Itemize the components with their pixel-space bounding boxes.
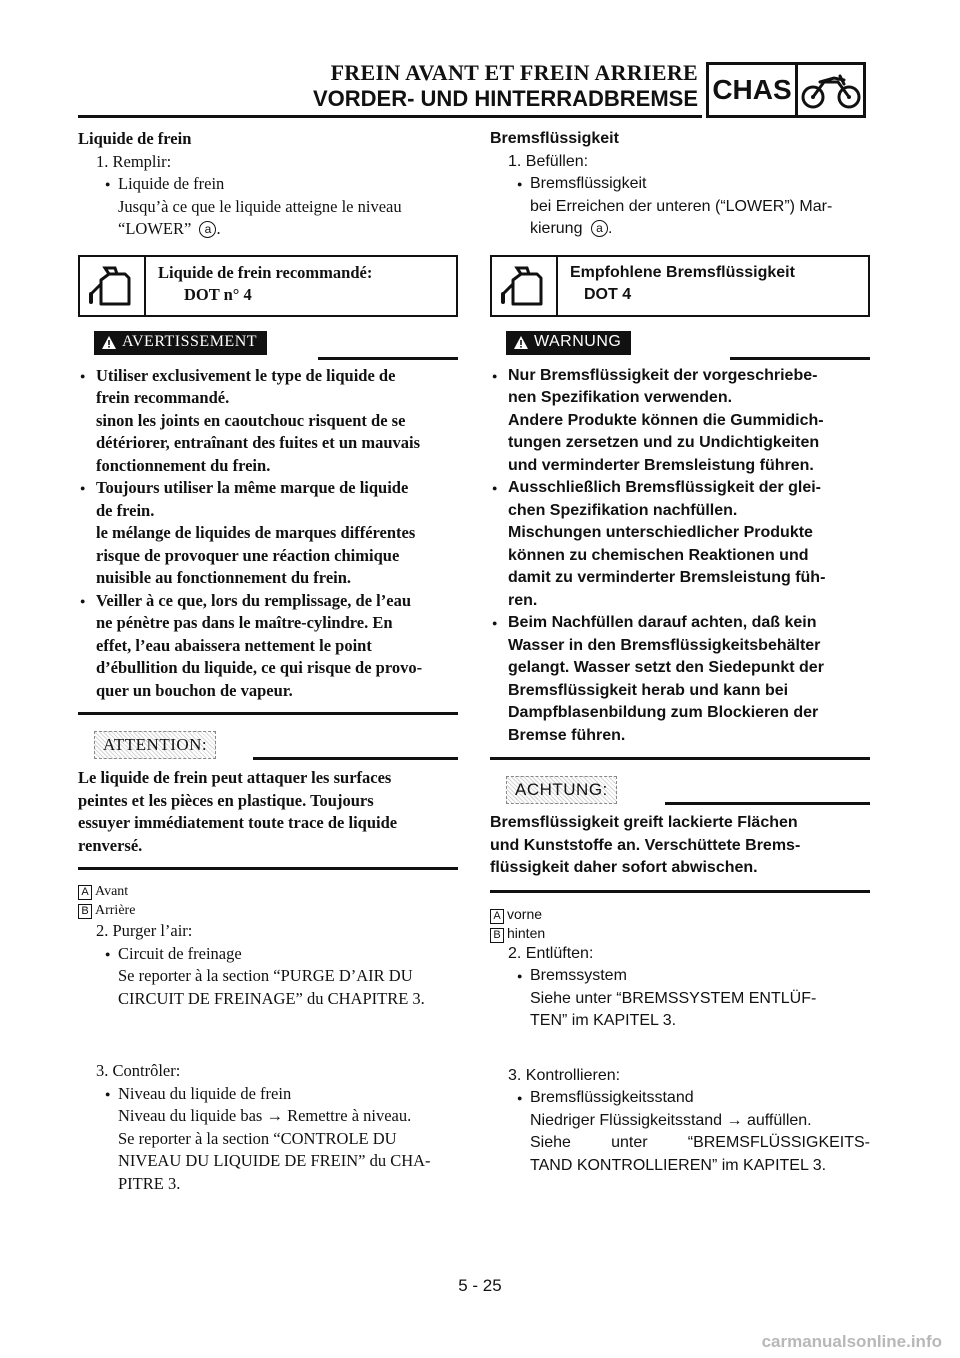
warning-fr-2-line-2: de frein. <box>96 500 155 520</box>
warning-fr-3-line-5: quer un bouchon de vapeur. <box>96 680 293 700</box>
legend-fr <box>78 882 458 920</box>
step2-desc2-fr: CIRCUIT DE FREINAGE” du CHAPITRE 3. <box>118 988 425 1008</box>
warning-de-2-line-6: ren. <box>508 591 538 609</box>
spec-label-de: Empfohlene Bremsflüssigkeit <box>570 263 795 281</box>
attention-de-line-1: Bremsflüssigkeit greift lackierte Flächen <box>490 814 798 831</box>
section-code: CHAS <box>709 65 798 115</box>
warning-triangle-icon <box>514 336 528 349</box>
header-rule <box>78 115 702 118</box>
marker-a: a <box>591 220 608 237</box>
step3-desc1-de: Niedriger Flüssigkeitsstand → auffüllen. <box>530 1111 812 1129</box>
step1-desc-fr: Jusqu’à ce que le liquide atteigne le niveau <box>118 196 402 216</box>
warning-de-3-line-3: gelangt. Wasser setzt den Siedepunkt der <box>508 659 824 676</box>
step3-fr: 3. Contrôler: <box>96 1061 181 1080</box>
oil-can-icon <box>80 257 146 315</box>
column-german <box>490 128 870 1177</box>
marker-a: a <box>199 221 216 238</box>
warning-fr-1-line-3: sinon les joints en caoutchouc risquent de se <box>96 410 406 430</box>
attention-header-de <box>490 772 870 808</box>
warning-triangle-icon <box>102 336 116 349</box>
header-title-de: VORDER- UND HINTERRADBREMSE <box>312 86 698 111</box>
warning-body-fr <box>78 365 458 703</box>
warning-de-1-line-5: und verminderter Bremsleistung führen. <box>508 456 814 474</box>
attention-fr-line-1: Le liquide de frein peut attaquer les surfaces <box>78 768 392 787</box>
step2-item-fr: ● Circuit de freinage <box>78 943 458 966</box>
step3-desc2-de: Siehe unter “BREMSFLÜSSIGKEITS- <box>530 1134 870 1151</box>
attention-body-fr <box>78 767 458 857</box>
motorcycle-icon <box>798 65 863 115</box>
column-french <box>78 128 458 1195</box>
warning-fr-3-line-1: ● Veiller à ce que, lors du remplissage, de l’eau <box>78 590 458 613</box>
attention-rule-de <box>665 802 870 805</box>
warning-fr-3-line-4: d’ébullition du liquide, ce qui risque de provo- <box>96 658 423 677</box>
step3-desc3-de: TAND KONTROLLIEREN” im KAPITEL 3. <box>530 1156 827 1174</box>
warning-fr-2-line-3: le mélange de liquides de marques différentes <box>96 523 416 542</box>
warning-de-1-line-1: ● Nur Bremsflüssigkeit der vorgeschriebe- <box>490 365 870 388</box>
attention-label-fr: ATTENTION: <box>94 731 216 759</box>
warning-rule-de <box>730 357 870 360</box>
step3-desc3-fr: NIVEAU DU LIQUIDE DE FREIN” du CHA- <box>118 1151 431 1170</box>
step3-item-fr: ● Niveau du liquide de frein <box>78 1083 458 1106</box>
watermark: carmanualsonline.info <box>761 1332 942 1351</box>
warning-fr-1-line-4: détériorer, entraînant des fuites et un mauvais <box>96 433 421 452</box>
step1-fr: 1. Remplir: <box>96 151 172 171</box>
legend-item-front-de: A vorne <box>490 905 870 924</box>
attention-fr-line-2: peintes et les pièces en plastique. Toujours <box>78 790 374 810</box>
spec-value-fr: DOT n° 4 <box>184 285 252 304</box>
step2-fr: 2. Purger l’air: <box>96 921 193 940</box>
attention-label-de: ACHTUNG: <box>506 776 617 804</box>
legend-item-rear-fr: B Arrière <box>78 901 458 920</box>
spec-label-fr: Liquide de frein recommandé: <box>158 262 373 282</box>
warning-header-de <box>490 331 870 361</box>
spec-box-de <box>490 255 870 317</box>
warning-header-fr <box>78 331 458 361</box>
warning-de-3-line-5: Dampfblasenbildung zum Blockieren der <box>508 704 819 721</box>
legend-item-front-fr: A Avant <box>78 882 458 901</box>
legend-de <box>490 905 870 943</box>
step1-desc2-de: kierung a . <box>530 220 613 237</box>
warning-de-3-line-6: Bremse führen. <box>508 726 626 744</box>
spec-box-fr <box>78 255 458 317</box>
spec-text-de <box>570 262 795 307</box>
oil-can-icon <box>492 257 558 315</box>
attention-de-line-3: flüssigkeit daher sofort abwischen. <box>490 859 758 876</box>
warning-label-de: WARNUNG <box>506 331 631 355</box>
attention-fr-line-4: renversé. <box>78 835 143 855</box>
warning-de-2-line-5: damit zu verminderter Bremsleistung füh- <box>508 569 826 586</box>
warning-de-2-line-1: ● Ausschließlich Bremsflüssigkeit der glei- <box>490 477 870 500</box>
step1-item-fr: ● Liquide de frein <box>78 173 458 196</box>
step3-desc1-fr: Niveau du liquide bas → Remettre à niveau. <box>118 1106 412 1125</box>
step1-item-de: ● Bremsflüssigkeit <box>490 173 870 196</box>
warning-rule-fr <box>318 357 458 360</box>
step1-desc2-fr: “LOWER” a . <box>118 219 221 238</box>
warning-de-3-line-4: Bremsflüssigkeit herab und kann bei <box>508 681 789 699</box>
warning-de-1-line-2: nen Spezifikation verwenden. <box>508 389 733 406</box>
step1-desc-de: bei Erreichen der unteren (“LOWER”) Mar- <box>530 197 833 215</box>
step2-desc1-fr: Se reporter à la section “PURGE D’AIR DU <box>118 966 413 985</box>
section-badge <box>706 62 866 118</box>
warning-de-3-line-2: Wasser in den Bremsflüssigkeitsbehälter <box>508 636 821 654</box>
step3-item-de: ● Bremsflüssigkeitsstand <box>490 1087 870 1110</box>
legend-item-rear-de: B hinten <box>490 924 870 943</box>
step2-desc2-de: TEN” im KAPITEL 3. <box>530 1012 677 1029</box>
step3-desc2-fr: Se reporter à la section “CONTROLE DU <box>118 1128 397 1148</box>
warning-de-2-line-3: Mischungen unterschiedlicher Produkte <box>508 524 813 541</box>
warning-fr-1-line-1: ● Utiliser exclusivement le type de liquide de <box>78 365 458 388</box>
warning-body-de <box>490 365 870 748</box>
warning-label-fr: AVERTISSEMENT <box>94 331 267 355</box>
step3-desc4-fr: PITRE 3. <box>118 1173 181 1193</box>
step1-de: 1. Befüllen: <box>508 152 589 170</box>
attention-header-fr <box>78 727 458 763</box>
warning-fr-1-line-2: frein recommandé. <box>96 388 230 407</box>
header-title-fr: FREIN AVANT ET FREIN ARRIERE <box>330 60 698 85</box>
warning-de-2-line-2: chen Spezifikation nachfüllen. <box>508 501 738 519</box>
page-number: 5 - 25 <box>458 1276 502 1295</box>
warning-fr-2-line-4: risque de provoquer une réaction chimique <box>96 545 400 565</box>
warning-fr-1-line-5: fonctionnement du frein. <box>96 455 271 475</box>
step2-item-de: ● Bremssystem <box>490 965 870 988</box>
step2-de: 2. Entlüften: <box>508 944 594 962</box>
warning-fr-3-line-2: ne pénètre pas dans le maître-cylindre. En <box>96 613 393 632</box>
attention-rule-fr <box>253 757 458 760</box>
attention-fr-line-3: essuyer immédiatement toute trace de liquide <box>78 813 398 832</box>
warning-fr-3-line-3: effet, l’eau abaissera nettement le point <box>96 635 372 655</box>
spec-value-de: DOT 4 <box>584 286 632 303</box>
step3-de: 3. Kontrollieren: <box>508 1066 621 1084</box>
warning-de-3-line-1: ● Beim Nachfüllen darauf achten, daß kein <box>490 612 870 635</box>
warning-fr-2-line-1: ● Toujours utiliser la même marque de liquide <box>78 477 458 500</box>
attention-de-line-2: und Kunststoffe an. Verschüttete Brems- <box>490 836 801 854</box>
spec-text-fr <box>158 262 372 307</box>
warning-de-2-line-4: können zu chemischen Reaktionen und <box>508 546 809 564</box>
heading-de: Bremsflüssigkeit <box>490 130 619 147</box>
warning-de-1-line-3: Andere Produkte können die Gummidich- <box>508 411 824 429</box>
step2-desc1-de: Siehe unter “BREMSSYSTEM ENTLÜF- <box>530 989 817 1007</box>
attention-body-de <box>490 812 870 880</box>
warning-de-1-line-4: tungen zersetzen und zu Undichtigkeiten <box>508 434 820 451</box>
heading-fr: Liquide de frein <box>78 129 192 148</box>
warning-fr-2-line-5: nuisible au fonctionnement du frein. <box>96 568 352 587</box>
